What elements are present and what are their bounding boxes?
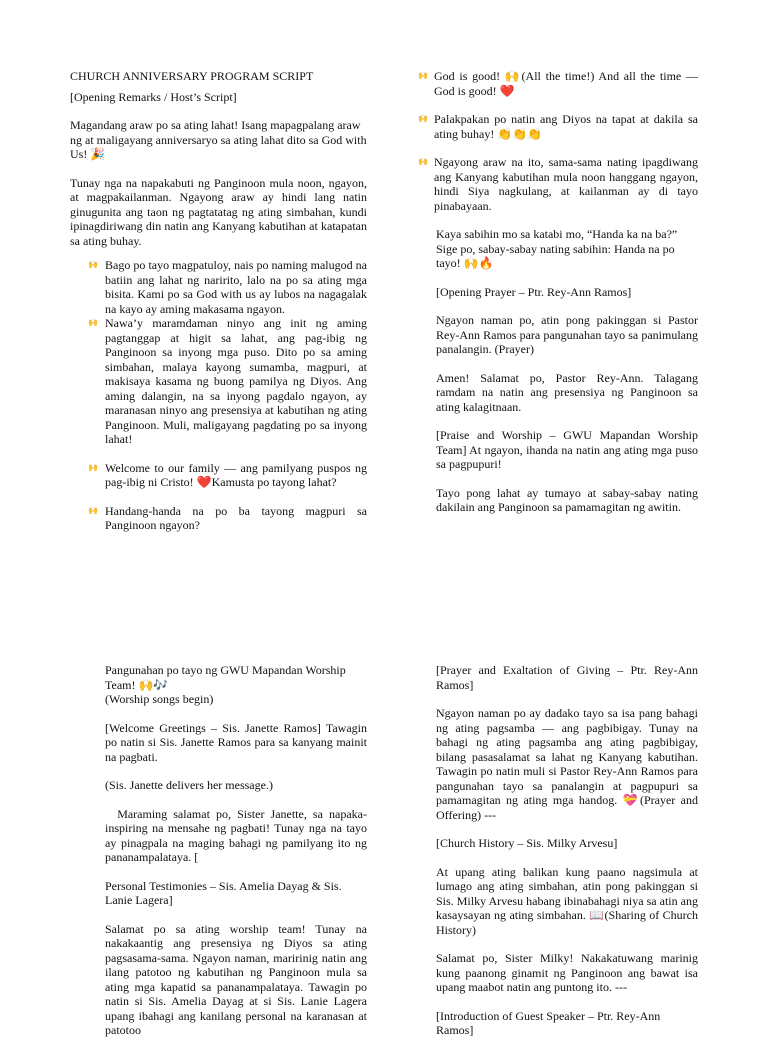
bullet-list-praise <box>418 69 698 213</box>
raising-hands-icon: 🙌 <box>418 71 428 80</box>
section-heading-opening: [Opening Remarks / Host’s Script] <box>70 89 237 104</box>
paragraph-testimonies: Salamat po sa ating worship team! Tunay na nakakaantig ang presensiya ng Diyos sa ating pagsasama-sama. Ngayon naman, maririnig natin ang ilang patotoo ng kabutihan ng Panginoon mula sa ating mga kapatid sa pananampalataya. Tawagin po natin si Sis. Amelia Dayag at si Sis. Lanie Lagera upang ibahagi ang kanilang personal na karanasan at patotoo <box>105 921 367 1037</box>
section-heading-history: [Church History – Sis. Milky Arvesu] <box>436 836 618 850</box>
page1-left-column <box>70 69 367 533</box>
paragraph-greeting: Magandang araw po sa ating lahat! Isang mapagpalang araw ng at maligayang anniversaryo sa ating lahat dito sa God with Us! 🎉 <box>70 118 367 161</box>
right-column-paragraphs <box>418 227 698 515</box>
raising-hands-icon: 🙌 <box>418 157 428 166</box>
page1-right-column <box>418 69 698 529</box>
page2-left-column <box>105 663 370 1052</box>
list-item: 🙌 Welcome to our family — ang pamilyang puspos ng pag-ibig ni Cristo! ❤️Kamusta po tayong lahat? <box>88 460 367 489</box>
list-item: 🙌 God is good! 🙌(All the time!) And all the time — God is good! ❤️ <box>418 69 698 98</box>
list-item: 🙌 Nawa’y maramdaman ninyo ang init ng aming pagtanggap at higit sa lahat, ang pag-ibig ng Panginoon sa inyong mga puso. Dito po sa aming simbahan, malaya kayong sumamba, magpuri, at makisaya kasama ng buong pamilya ng Diyos. Ang aming dalangin, na sa inyong pagdalo ngayon, ay maranasan ninyo ang presensiya at kabutihan ng ating Panginoon. Muli, maligayang pagdating po sa inyong lahat! <box>88 316 367 446</box>
paragraph-thanks-janette: Maraming salamat po, Sister Janette, sa napaka-inspiring na mensahe ng pagbati! Tunay nga na tayo ay pinagpala na maging bahagi ng pamilyang ito ng pananampalataya. [ <box>105 806 370 864</box>
paragraph-amen: Amen! Salamat po, Pastor Rey-Ann. Talagang ramdam na natin ang presensiya ng Panginoon sa ating kalagitnaan. <box>436 370 698 414</box>
section-heading-opening-prayer: [Opening Prayer – Ptr. Rey-Ann Ramos] <box>436 284 632 299</box>
paragraph-handa: Kaya sabihin mo sa katabi mo, “Handa ka na ba?” Sige po, sabay-sabay nating sabihin: Handa na po tayo! 🙌🔥 <box>436 227 678 270</box>
section-heading-giving: [Prayer and Exaltation of Giving – Ptr. Rey-Ann Ramos] <box>436 663 698 692</box>
section-heading-testimonies: Personal Testimonies – Sis. Amelia Dayag & Sis. Lanie Lagera] <box>105 878 342 907</box>
raising-hands-icon: 🙌 <box>418 114 428 123</box>
paragraph-janette-message: (Sis. Janette delivers her message.) <box>105 778 273 792</box>
raising-hands-icon: 🙌 <box>88 505 98 515</box>
paragraph-worship-team: Pangunahan po tayo ng GWU Mapandan Worship Team! 🙌🎶 (Worship songs begin) <box>105 663 346 706</box>
section-heading-guest-speaker: [Introduction of Guest Speaker – Ptr. Rey-Ann Ramos] <box>436 1008 661 1037</box>
bullet-list-welcome <box>70 258 367 533</box>
raising-hands-icon: 🙌 <box>88 318 98 327</box>
paragraph-prayer-intro: Ngayon naman po, atin pong pakinggan si Pastor Rey-Ann Ramos para pangunahan tayo sa panimulang panalangin. (Prayer) <box>436 313 698 356</box>
paragraph-stand: Tayo pong lahat ay tumayo at sabay-sabay nating dakilain ang Panginoon sa pamamagitan ng awitin. <box>436 485 698 514</box>
document-title: CHURCH ANNIVERSARY PROGRAM SCRIPT <box>70 69 314 83</box>
raising-hands-icon: 🙌 <box>88 462 98 472</box>
page2-right-column <box>436 663 698 1052</box>
paragraph-history: At upang ating balikan kung paano nagsimula at lumago ang ating simbahan, atin pong pakinggan si Sis. Milky Arvesu habang ibinabahagi niya sa atin ang kasaysayan ng ating simbahan. 📖(Sharing of Church History) <box>436 864 698 937</box>
paragraph-giving: Ngayon naman po ay dadako tayo sa isa pang bahagi ng ating pagsamba — ang pagbibigay. Tunay na bahagi ng ating pagsamba ang ating pagbibigay, bilang pasasalamat sa lahat ng Kanyang kabutihan. Tawagin po natin muli si Pastor Rey-Ann Ramos para pangunahan tayo sa panalangin at pagpupuri sa pamamagitan ng ating mga handog. 💝(Prayer and Offering) --- <box>436 706 698 822</box>
list-item: 🙌 Handang-handa na po ba tayong magpuri sa Panginoon ngayon? <box>88 503 367 532</box>
list-item: 🙌 Palakpakan po natin ang Diyos na tapat at dakila sa ating buhay! 👏👏👏 <box>418 112 698 141</box>
paragraph-praise-worship: [Praise and Worship – GWU Mapandan Worship Team] At ngayon, ihanda na natin ang ating mga puso sa pagpupuri! <box>436 428 698 471</box>
list-item: 🙌 Ngayong araw na ito, sama-sama nating ipagdiwang ang Kanyang kabutihan mula noon hanggang ngayon, hindi Siya nagkulang, at kailanman ay di tayo pinabayaan. <box>418 155 698 213</box>
paragraph-welcome-greetings: [Welcome Greetings – Sis. Janette Ramos] Tawagin po natin si Sis. Janette Ramos para sa kanyang mainit na pagbati. <box>105 720 367 764</box>
raising-hands-icon: 🙌 <box>88 260 98 269</box>
list-item: 🙌 Bago po tayo magpatuloy, nais po naming malugod na batiin ang lahat ng naririto, lalo na po sa ating mga bisita. Kami po sa God with us ay lubos na nagagalak na kayo ay aming makasama ngayon. <box>88 258 367 316</box>
paragraph-thanks-milky: Salamat po, Sister Milky! Nakakatuwang marinig kung paanong ginamit ng Panginoon ang bawat isa upang maabot natin ang puntong ito. --- <box>436 951 698 994</box>
paragraph-goodness: Tunay nga na napakabuti ng Panginoon mula noon, ngayon, at magpakailanman. Ngayong araw ay hindi lang natin ginugunita ang taon ng pagtatatag ng ating simbahan, kundi ipinagdiriwang din natin ang Kanyang kabutihan at katapatan sa ating buhay. <box>70 175 367 248</box>
